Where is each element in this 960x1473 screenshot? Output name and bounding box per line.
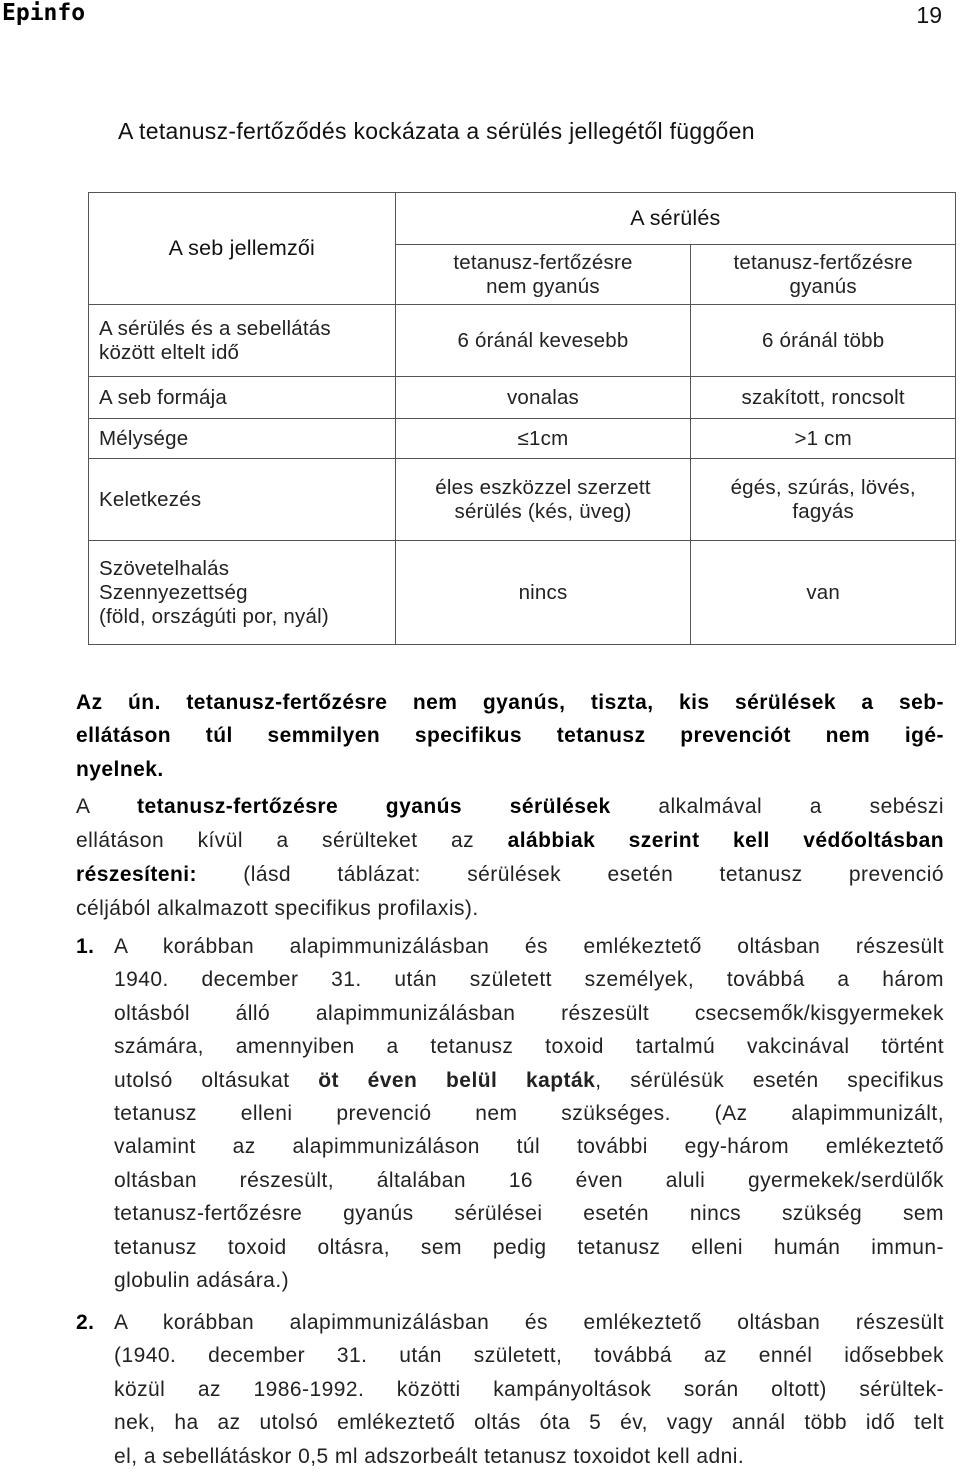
header-injury-group: A sérülés <box>395 193 955 245</box>
paragraph-not-suspicious: Az ún. tetanusz-fertőzésre nem gyanús, tiszta, kis sérülések a seb- ellátáson túl semmilyen specifikus tetanusz prevenciót nem igé- nyelnek. <box>76 691 944 781</box>
cell-suspicious: szakított, roncsolt <box>691 377 956 419</box>
table-row <box>89 459 956 541</box>
row-label: Keletkezés <box>89 459 396 541</box>
list-item-number: 2. <box>76 1311 95 1334</box>
cell-not-suspicious: éles eszközzel szerzett sérülés (kés, üveg) <box>395 459 691 541</box>
table-row <box>89 541 956 645</box>
cell-suspicious: 6 óránál több <box>691 305 956 377</box>
cell-not-suspicious: 6 óránál kevesebb <box>395 305 691 377</box>
page-number: 19 <box>916 2 942 28</box>
cell-suspicious: >1 cm <box>691 419 956 459</box>
list-item-number: 1. <box>76 935 95 958</box>
row-label: A seb formája <box>89 377 396 419</box>
row-label: A sérülés és a sebellátás között eltelt idő <box>89 305 396 377</box>
cell-suspicious: égés, szúrás, lövés, fagyás <box>691 459 956 541</box>
cell-not-suspicious: nincs <box>395 541 691 645</box>
table-row <box>89 377 956 419</box>
cell-suspicious: van <box>691 541 956 645</box>
section-title: A tetanusz-fertőződés kockázata a sérülés jellegétől függően <box>118 118 755 144</box>
row-label: Szövetelhalás Szennyezettség (föld, országúti por, nyál) <box>89 541 396 645</box>
header-suspicious: tetanusz-fertőzésre gyanús <box>691 245 956 305</box>
tetanus-risk-table <box>88 192 956 645</box>
publication-brand: Epinfo <box>2 0 86 26</box>
cell-not-suspicious: vonalas <box>395 377 691 419</box>
header-not-suspicious: tetanusz-fertőzésre nem gyanús <box>395 245 691 305</box>
cell-not-suspicious: ≤1cm <box>395 419 691 459</box>
row-label: Mélysége <box>89 419 396 459</box>
list-item-text: A korábban alapimmunizálásban és emlékeztető oltásban részesült 1940. december 31. után született személyek, továbbá a három oltásból álló alapimmunizálásban részesült csecsemők/kisgyermekek számára, amennyiben a tetanusz toxoid tartalmú vakcinával történt utolsó oltásukat öt éven belül kapták, sérülésük esetén specifikus tetanusz elleni prevenció nem szükséges. (Az alapimmunizált, valamint az alapimmunizáláson túl további egy-három emlékeztető oltásban részesült, általában 16 éven aluli gyermekek/serdülők tetanusz-fertőzésre gyanús sérülései esetén nincs szükség sem tetanusz toxoid oltásra, sem pedig tetanusz elleni humán immun- globulin adására.) <box>114 935 944 1293</box>
table-row <box>89 419 956 459</box>
list-item-text: A korábban alapimmunizálásban és emlékeztető oltásban részesült (1940. december 31. után született, továbbá az ennél idősebbek közül az 1986-1992. közötti kampányoltások során oltott) sérültek- nek, ha az utolsó emlékeztető oltás óta 5 év, vagy annál több idő telt el, a sebellátáskor 0,5 ml adszorbeált tetanusz toxoidot kell adni. <box>114 1311 944 1468</box>
table-row <box>89 305 956 377</box>
header-wound-characteristics: A seb jellemzői <box>89 193 396 305</box>
paragraph-suspicious: A tetanusz-fertőzésre gyanús sérülések alkalmával a sebészi ellátáson kívül a sérülteket az alábbiak szerint kell védőoltásban részesíteni: (lásd táblázat: sérülések esetén tetanusz prevenció céljából alkalmazott specifikus profilaxis). <box>76 795 945 920</box>
